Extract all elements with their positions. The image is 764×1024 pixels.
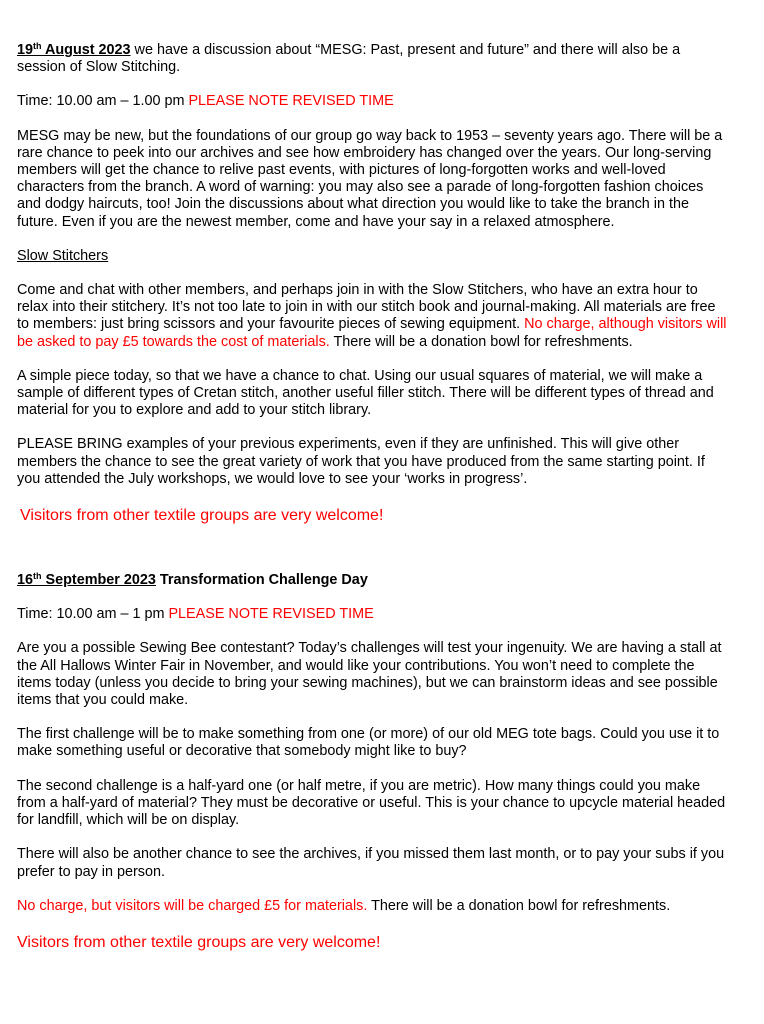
event1-time-label: Time: 10.00 am – 1.00 pm <box>17 93 189 110</box>
event2-title: Transformation Challenge Day <box>155 572 368 589</box>
event2-charge-note: No charge, but visitors will be charged £5 for materials. <box>17 897 368 914</box>
event2-date <box>17 572 156 588</box>
event2-time <box>17 606 729 623</box>
event2-date-suffix: th <box>33 571 42 582</box>
event1-time <box>17 93 729 110</box>
event1-time-note: PLEASE NOTE REVISED TIME <box>188 93 394 110</box>
please-bring-text: PLEASE BRING examples of your previous experiments, even if they are unfinished. This will give other members the chance to see the great variety of work that you have produced from the same starting point. If you attended the July workshops, we would love to see your ‘works in progress’. <box>17 436 705 487</box>
slow-stitchers-charge-note: No charge, although visitors will be asked to pay £5 towards the cost of materials. <box>17 316 727 350</box>
simple-piece-text: A simple piece today, so that we have a chance to chat. Using our usual squares of material, we will make a sample of different types of Cretan stitch, another useful filler stitch. There will be different types of thread and material for you to explore and add to your stitch library. <box>17 367 714 419</box>
event2-challenge2: The second challenge is a half-yard one (or half metre, if you are metric). How many things could you make from a half-yard of material? They must be decorative or useful. This is your chance to upcycle material headed for landfill, which will be on display. <box>17 777 726 829</box>
event2-charge-rest: There will be a donation bowl for refreshments. <box>367 897 671 914</box>
event2-time-note: PLEASE NOTE REVISED TIME <box>168 606 374 623</box>
slow-stitchers-heading: Slow Stitchers <box>17 247 109 264</box>
event2-challenge1: The first challenge will be to make something from one (or more) of our old MEG tote bags. Could you use it to make something useful or decorative that somebody might like to buy? <box>17 726 720 760</box>
slow-stitchers-text-a: Come and chat with other members, and perhaps join in with the Slow Stitchers, who have an extra hour to relax into their stitchery. It’s not too late to join in with our stitch book and journal-making. All materials are free to members: just bring scissors and your favourite pieces of sewing equipment. <box>17 282 716 333</box>
event2-heading <box>17 572 729 589</box>
event1-date-day: 19 <box>17 42 34 58</box>
event1-welcome: Visitors from other textile groups are very welcome! <box>20 507 384 525</box>
event2-date-rest: September 2023 <box>41 572 156 589</box>
event1-description: MESG may be new, but the foundations of our group go way back to 1953 – seventy years ago. There will be a rare chance to peek into our archives and see how embroidery has changed over the years. Our long-serving members will get the chance to relive past events, with pictures of long-forgotten works and well-loved characters from the branch. A word of warning: you may also see a parade of long-forgotten fashion choices and dodgy haircuts, too! Join the discussions about what direction you would like to take the branch in the future. Even if you are the newest member, come and have your say in a relaxed atmosphere. <box>17 127 723 230</box>
event2-time-label: Time: 10.00 am – 1 pm <box>17 606 169 623</box>
event2-date-day: 16 <box>17 572 34 589</box>
event1-date <box>17 42 131 58</box>
event2-charge <box>17 898 729 915</box>
event2-intro: Are you a possible Sewing Bee contestant? Today’s challenges will test your ingenuity. We are having a stall at the All Hallows Winter Fair in November, and would like your contributions. You won’t need to complete the items today (unless you decide to bring your sewing machines), but we can brainstorm ideas and see possible items that you could make. <box>17 640 722 709</box>
event1-intro <box>17 42 729 76</box>
event2-archives: There will also be another chance to see the archives, if you missed them last month, or to pay your subs if you prefer to pay in person. <box>17 846 725 880</box>
slow-stitchers-text <box>17 282 729 351</box>
event1-intro-text: we have a discussion about “MESG: Past, present and future” and there will also be a session of Slow Stitching. <box>17 42 681 76</box>
event2-welcome: Visitors from other textile groups are very welcome! <box>17 933 381 951</box>
event1-date-rest: August 2023 <box>41 42 131 58</box>
event1-date-suffix: th <box>33 41 42 51</box>
slow-stitchers-text-b: There will be a donation bowl for refreshments. <box>329 333 633 350</box>
